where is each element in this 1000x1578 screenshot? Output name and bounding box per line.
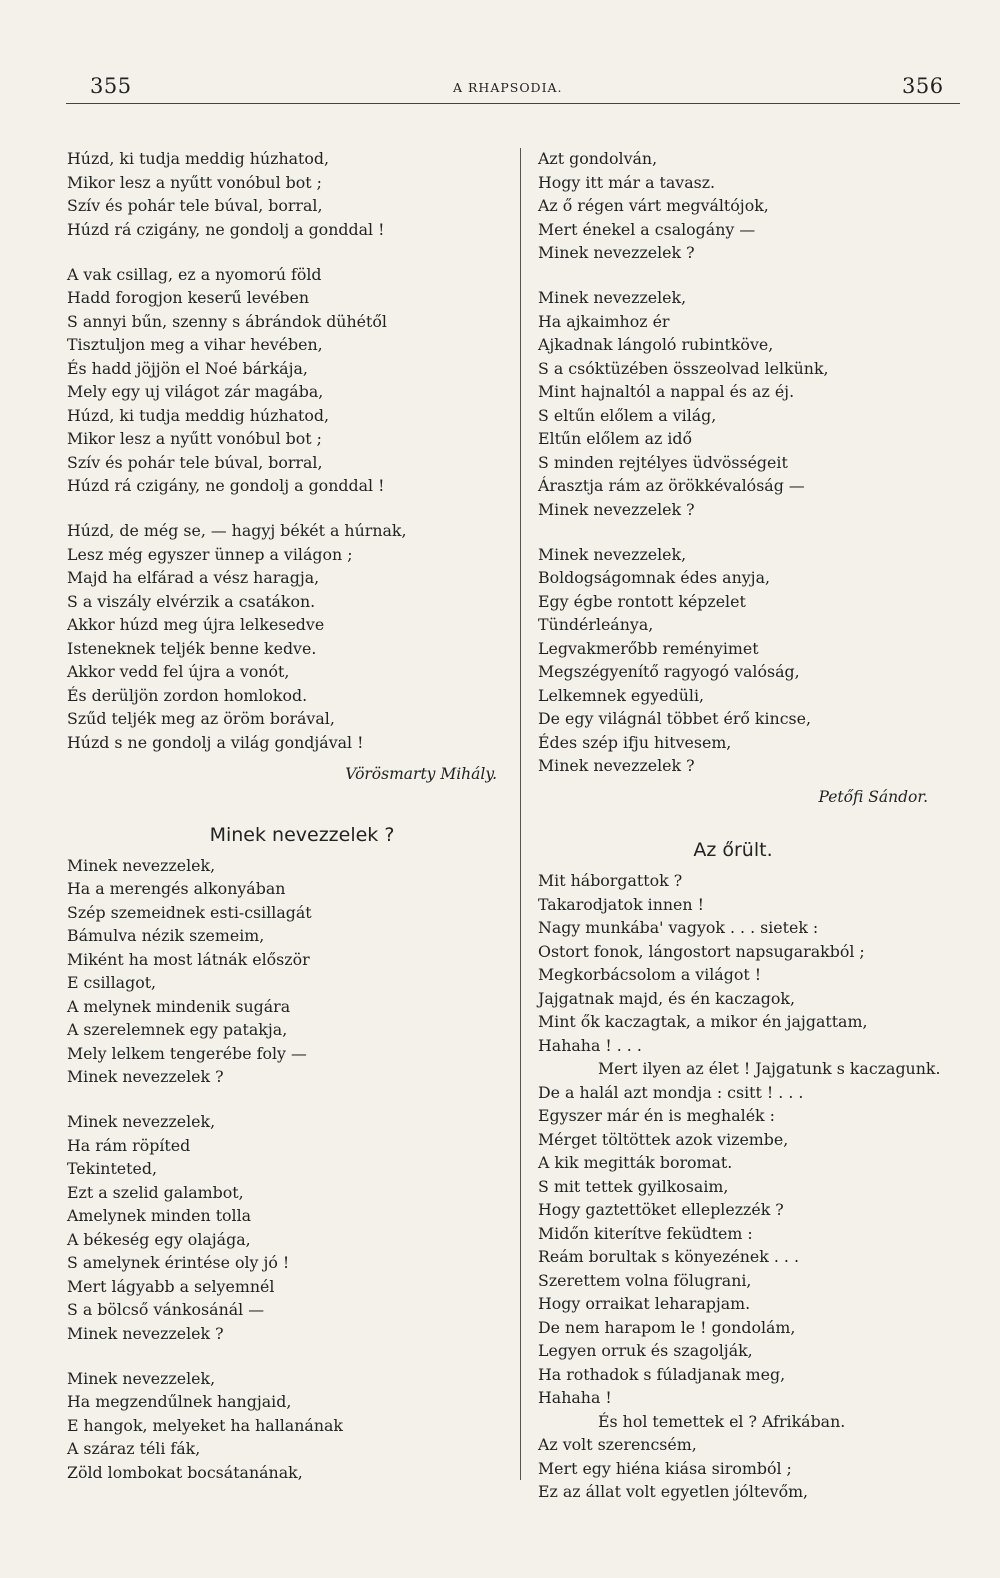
- stanza: [538, 147, 968, 265]
- column-divider: [520, 148, 521, 1480]
- stanza: [67, 263, 507, 498]
- verse-line: Miként ha most látnák először: [67, 949, 310, 969]
- verse-line: Hogy gaztettöket elleplezzék ?: [538, 1200, 784, 1219]
- verse-line: S annyi bűn, szenny s ábrándok dühétől: [67, 311, 387, 331]
- verse-line: Mint hajnaltól a nappal és az éj.: [538, 382, 795, 401]
- verse-line: Minek nevezzelek ?: [538, 756, 695, 775]
- verse-line: Hahaha !: [538, 1388, 612, 1407]
- page-header: [0, 62, 1000, 112]
- verse-line: A melynek mindenik sugára: [67, 996, 291, 1016]
- verse-line: E hangok, melyeket ha hallanának: [67, 1415, 343, 1435]
- verse-line: S a bölcső vánkosánál —: [67, 1300, 265, 1319]
- verse-line: Ajkadnak lángoló rubintköve,: [538, 335, 774, 354]
- verse-line: Hadd forogjon keserű levében: [67, 288, 310, 307]
- verse-line: Egyszer már én is meghalék :: [538, 1106, 775, 1125]
- verse-line: Húzd rá czigány, ne gondolj a gonddal !: [67, 476, 385, 495]
- verse-line: Mely lelkem tengerébe foly —: [67, 1043, 307, 1063]
- verse-line: S amelynek érintése oly jó !: [67, 1253, 290, 1272]
- verse-line: Legvakmerőbb reményimet: [538, 638, 759, 658]
- verse-line: Megkorbácsolom a világot !: [538, 965, 762, 984]
- verse-line: De a halál azt mondja : csitt ! . . .: [538, 1082, 804, 1102]
- stanza: [67, 854, 507, 1089]
- stanza: [538, 286, 968, 521]
- author-signature-vorosmarty: Vörösmarty Mihály.: [345, 764, 497, 783]
- poem-az-orult: [538, 869, 968, 1504]
- verse-line: Ez az állat volt egyetlen jóltevőm,: [538, 1482, 809, 1501]
- verse-line: Mikor lesz a nyűtt vonóbul bot ;: [67, 172, 322, 192]
- verse-line: Boldogságomnak édes anyja,: [538, 568, 771, 587]
- verse-line: A békeség egy olajága,: [67, 1229, 251, 1249]
- verse-line: Húzd, ki tudja meddig húzhatod,: [67, 405, 330, 425]
- verse-line: Egy égbe rontott képzelet: [538, 591, 746, 611]
- verse-line: E csillagot,: [67, 973, 157, 992]
- left-column: [67, 147, 507, 1506]
- verse-line: Szűd teljék meg az öröm borával,: [67, 709, 335, 728]
- verse-line: Majd ha elfárad a vész haragja,: [67, 568, 320, 587]
- verse-line: Legyen orruk és szagolják,: [538, 1341, 753, 1360]
- verse-line: Akkor vedd fel újra a vonót,: [67, 662, 290, 681]
- verse-line: Szív és pohár tele búval, borral,: [67, 452, 323, 472]
- stanza: [67, 1367, 507, 1485]
- verse-line: Tündérleánya,: [538, 615, 654, 634]
- verse-line: És hadd jöjjön el Noé bárkája,: [67, 358, 308, 378]
- verse-line: Minek nevezzelek,: [67, 1112, 216, 1131]
- verse-line: Amelynek minden tolla: [67, 1206, 252, 1225]
- verse-line: Lelkemnek egyedüli,: [538, 685, 705, 705]
- verse-line: De egy világnál többet érő kincse,: [538, 709, 812, 728]
- verse-line: Édes szép ifju hitvesem,: [538, 732, 732, 752]
- verse-line: Hogy itt már a tavasz.: [538, 172, 716, 192]
- verse-line: Ha rothadok s fúladjanak meg,: [538, 1364, 786, 1384]
- verse-line: És derüljön zordon homlokod.: [67, 685, 308, 705]
- header-rule: [66, 103, 960, 104]
- verse-line: Minek nevezzelek,: [67, 855, 216, 875]
- verse-line: Hahaha ! . . .: [538, 1035, 642, 1055]
- running-title: A RHAPSODIA.: [453, 80, 563, 95]
- verse-line: Mérget töltöttek azok vizembe,: [538, 1129, 789, 1149]
- poem-minek-nevezzelek: [67, 854, 507, 1485]
- verse-line: S a csóktüzében összeolvad lelkünk,: [538, 358, 829, 378]
- verse-line: Ha ajkaimhoz ér: [538, 311, 670, 331]
- verse-line: Szív és pohár tele búval, borral,: [67, 196, 323, 215]
- verse-line: Ha rám röpíted: [67, 1135, 191, 1155]
- verse-line: Árasztja rám az örökkévalóság —: [538, 476, 805, 495]
- verse-line: Mert énekel a csalogány —: [538, 219, 756, 239]
- verse-line: Minek nevezzelek ?: [538, 243, 695, 262]
- verse-line: Isteneknek teljék benne kedve.: [67, 638, 317, 658]
- verse-line: Szerettem volna fölugrani,: [538, 1270, 752, 1290]
- verse-line: Húzd, de még se, — hagyj békét a húrnak,: [67, 521, 407, 540]
- verse-line: Reám borultak s könyezének . . .: [538, 1247, 799, 1266]
- verse-line: Mert lágyabb a selyemnél: [67, 1276, 275, 1296]
- page-number-right: 356: [902, 74, 944, 98]
- verse-line: Szép szemeidnek esti-csillagát: [67, 902, 312, 922]
- verse-line: Zöld lombokat bocsátanának,: [67, 1462, 303, 1482]
- verse-line: Minek nevezzelek ?: [67, 1323, 224, 1343]
- verse-line: Mely egy uj világot zár magába,: [67, 382, 324, 401]
- verse-line: Húzd, ki tudja meddig húzhatod,: [67, 149, 330, 168]
- verse-line: De nem harapom le ! gondolám,: [538, 1317, 796, 1337]
- poem-title-az-orult: Az őrült.: [693, 839, 773, 861]
- verse-line: Ha a merengés alkonyában: [67, 879, 286, 898]
- verse-line: A száraz téli fák,: [67, 1439, 201, 1458]
- verse-line: Minek nevezzelek ?: [67, 1067, 224, 1086]
- poem-title-minek-nevezzelek: Minek nevezzelek ?: [209, 823, 395, 846]
- verse-line: Ha megzendűlnek hangjaid,: [67, 1392, 292, 1411]
- verse-line: Bámulva nézik szemeim,: [67, 926, 265, 945]
- verse-line: Mit háborgattok ?: [538, 871, 683, 890]
- verse-line: S mit tettek gyilkosaim,: [538, 1176, 729, 1196]
- verse-line: Azt gondolván,: [538, 149, 658, 168]
- stanza: [67, 1110, 507, 1345]
- verse-line: Hogy orraikat leharapjam.: [538, 1294, 751, 1313]
- verse-line: Tisztuljon meg a vihar hevében,: [67, 335, 323, 354]
- verse-line: Húzd rá czigány, ne gondolj a gonddal !: [67, 219, 385, 239]
- verse-line: Mert egy hiéna kiása siromból ;: [538, 1458, 792, 1478]
- verse-line: Húzd s ne gondolj a világ gondjával !: [67, 732, 364, 752]
- verse-line: Minek nevezzelek,: [538, 544, 687, 564]
- verse-line: S eltűn előlem a világ,: [538, 405, 717, 425]
- right-column: [538, 147, 968, 1504]
- poem-huzd: [67, 147, 507, 754]
- verse-line: Megszégyenítő ragyogó valóság,: [538, 662, 800, 681]
- author-signature-petofi: Petőfi Sándor.: [818, 788, 928, 806]
- verse-line: S minden rejtélyes üdvösségeit: [538, 452, 788, 472]
- verse-line: És hol temettek el ? Afrikában.: [598, 1411, 846, 1431]
- verse-line: Minek nevezzelek,: [67, 1368, 216, 1388]
- verse-line: Mint ők kaczagtak, a mikor én jajgattam,: [538, 1012, 868, 1031]
- stanza: [538, 543, 968, 778]
- verse-line: Minek nevezzelek ?: [538, 499, 695, 519]
- stanza: [67, 147, 507, 241]
- verse-line: Akkor húzd meg újra lelkesedve: [67, 615, 325, 634]
- verse-line: A kik megitták boromat.: [538, 1153, 733, 1172]
- verse-line: Az volt szerencsém,: [538, 1435, 697, 1454]
- verse-line: Midőn kiterítve feküdtem :: [538, 1223, 753, 1243]
- verse-line: Minek nevezzelek,: [538, 288, 687, 307]
- verse-line: Az ő régen várt megváltójok,: [538, 196, 769, 215]
- verse-line: Jajgatnak majd, és én kaczagok,: [538, 988, 795, 1008]
- verse-line: Mert ilyen az élet ! Jajgatunk s kaczagunk.: [598, 1059, 941, 1078]
- verse-line: Ezt a szelid galambot,: [67, 1182, 244, 1202]
- verse-line: Takarodjatok innen !: [538, 894, 704, 914]
- stanza: [67, 519, 507, 754]
- verse-line: Tekinteted,: [67, 1159, 157, 1178]
- verse-line: Mikor lesz a nyűtt vonóbul bot ;: [67, 429, 322, 448]
- verse-line: S a viszály elvérzik a csatákon.: [67, 591, 316, 611]
- verse-line: Eltűn előlem az idő: [538, 429, 693, 448]
- verse-line: Ostort fonok, lángostort napsugarakból ;: [538, 941, 865, 961]
- page-number-left: 355: [90, 74, 132, 98]
- verse-line: Nagy munkába' vagyok . . . sietek :: [538, 918, 819, 937]
- verse-line: A szerelemnek egy patakja,: [67, 1020, 288, 1039]
- verse-line: Lesz még egyszer ünnep a világon ;: [67, 544, 353, 564]
- verse-line: A vak csillag, ez a nyomorú föld: [67, 264, 322, 284]
- poem-minek-nevezzelek-continued: [538, 147, 968, 778]
